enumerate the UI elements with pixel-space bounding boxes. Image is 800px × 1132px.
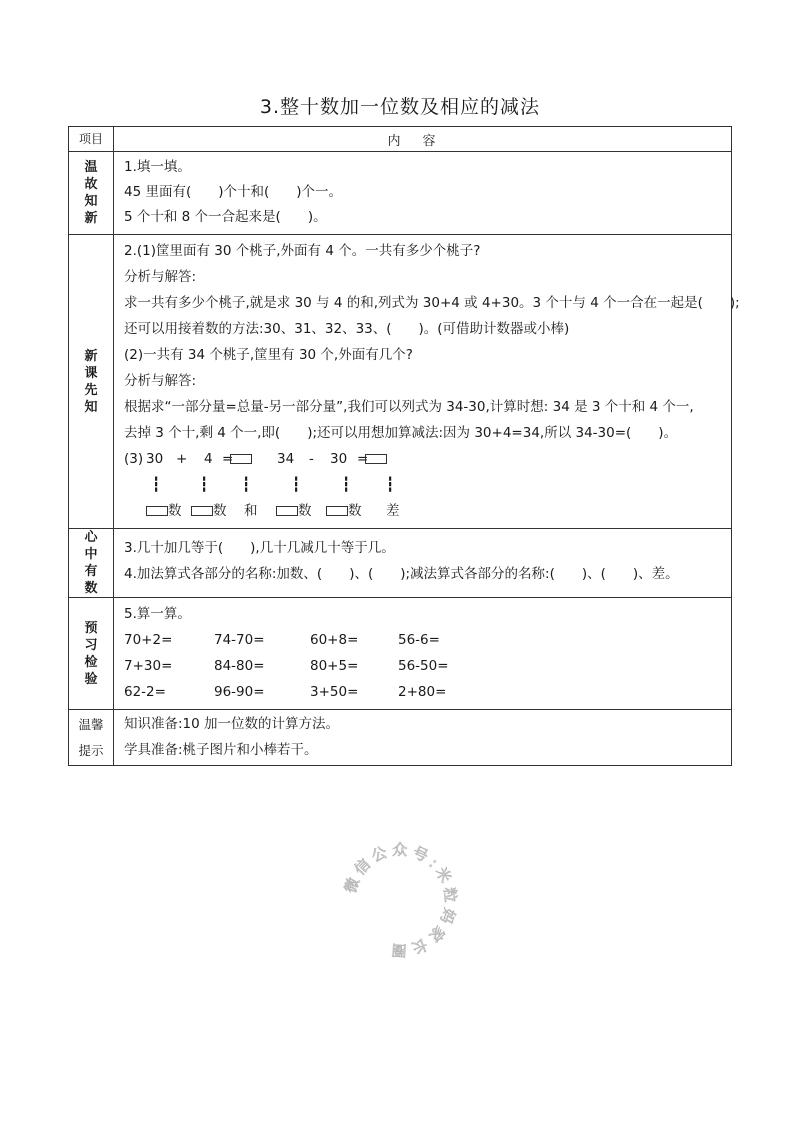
section-preview	[69, 598, 732, 710]
summary-line: 4.加法算式各部分的名称:加数、( )、( );减法算式各部分的名称:( )、( )、差。	[124, 566, 679, 582]
warmup-line: 5 个十和 8 个一合起来是( )。	[124, 209, 327, 225]
tips-content	[114, 710, 732, 766]
answer-box	[365, 454, 387, 464]
section-tips	[69, 710, 732, 766]
worksheet-table	[68, 126, 740, 766]
watermark-stamp	[335, 835, 465, 965]
section-warmup	[69, 152, 732, 235]
lesson-line: 分析与解答:	[124, 269, 197, 285]
lesson-line: 2.(1)筐里面有 30 个桃子,外面有 4 个。一共有多少个桃子?	[124, 243, 481, 259]
preview-content	[114, 598, 732, 710]
newlesson-content	[114, 235, 740, 529]
header-row	[69, 127, 732, 152]
lesson-line: 还可以用接着数的方法:30、31、32、33、( )。(可借助计数器或小棒)	[124, 321, 570, 337]
section-summary	[69, 529, 732, 598]
dotted-connectors: ┇ ┇ ┇ ┇ ┇ ┇	[152, 477, 395, 493]
header-item: 项目	[69, 127, 114, 152]
warmup-content	[114, 152, 732, 235]
summary-label: 心 中 有 数	[69, 529, 114, 598]
lesson-line: (2)一共有 34 个桃子,筐里有 30 个,外面有几个?	[124, 347, 413, 363]
header-content: 内容	[114, 127, 732, 152]
equation-row: (3) 30 + 4 = 34 - 30 =	[124, 446, 731, 472]
lesson-line: 根据求“一部分量=总量-另一部分量”,我们可以列式为 34-30,计算时想: 34 是 3 个十和 4 个一,	[124, 399, 694, 415]
warmup-line: 1.填一填。	[124, 159, 191, 175]
warmup-line: 45 里面有( )个十和( )个一。	[124, 184, 343, 200]
summary-content	[114, 529, 732, 598]
lesson-line: 去掉 3 个十,剩 4 个一,即( );还可以用想加算减法:因为 30+4=34,所以 34-30=( )。	[124, 425, 678, 441]
tip-line: 学具准备:桃子图片和小棒若干。	[124, 742, 318, 758]
newlesson-label: 新 课 先 知	[69, 235, 114, 529]
svg-text:微信公众号:米粒妈家长圈: 微信公众号:米粒妈家长圈	[341, 840, 460, 960]
warmup-label: 温 故 知 新	[69, 152, 114, 235]
preview-label: 预 习 检 验	[69, 598, 114, 710]
page-title: 3.整十数加一位数及相应的减法	[259, 96, 541, 118]
part-names-row: 数 数 和 数 数 差	[124, 498, 731, 524]
summary-line: 3.几十加几等于( ),几十几减几十等于几。	[124, 540, 395, 556]
section-newlesson	[69, 235, 732, 529]
tip-line: 知识准备:10 加一位数的计算方法。	[124, 716, 340, 732]
lesson-line: 求一共有多少个桃子,就是求 30 与 4 的和,列式为 30+4 或 4+30。3 个十与 4 个一合在一起是( );	[124, 295, 740, 311]
lesson-line: 分析与解答:	[124, 373, 197, 389]
exercise-row: 70+2= 74-70= 60+8= 56-6=	[124, 632, 440, 648]
exercise-row: 7+30= 84-80= 80+5= 56-50=	[124, 658, 449, 674]
tips-label: 温馨 提示	[69, 710, 114, 766]
preview-heading: 5.算一算。	[124, 606, 191, 622]
answer-box	[230, 454, 252, 464]
exercise-row: 62-2= 96-90= 3+50= 2+80=	[124, 684, 447, 700]
